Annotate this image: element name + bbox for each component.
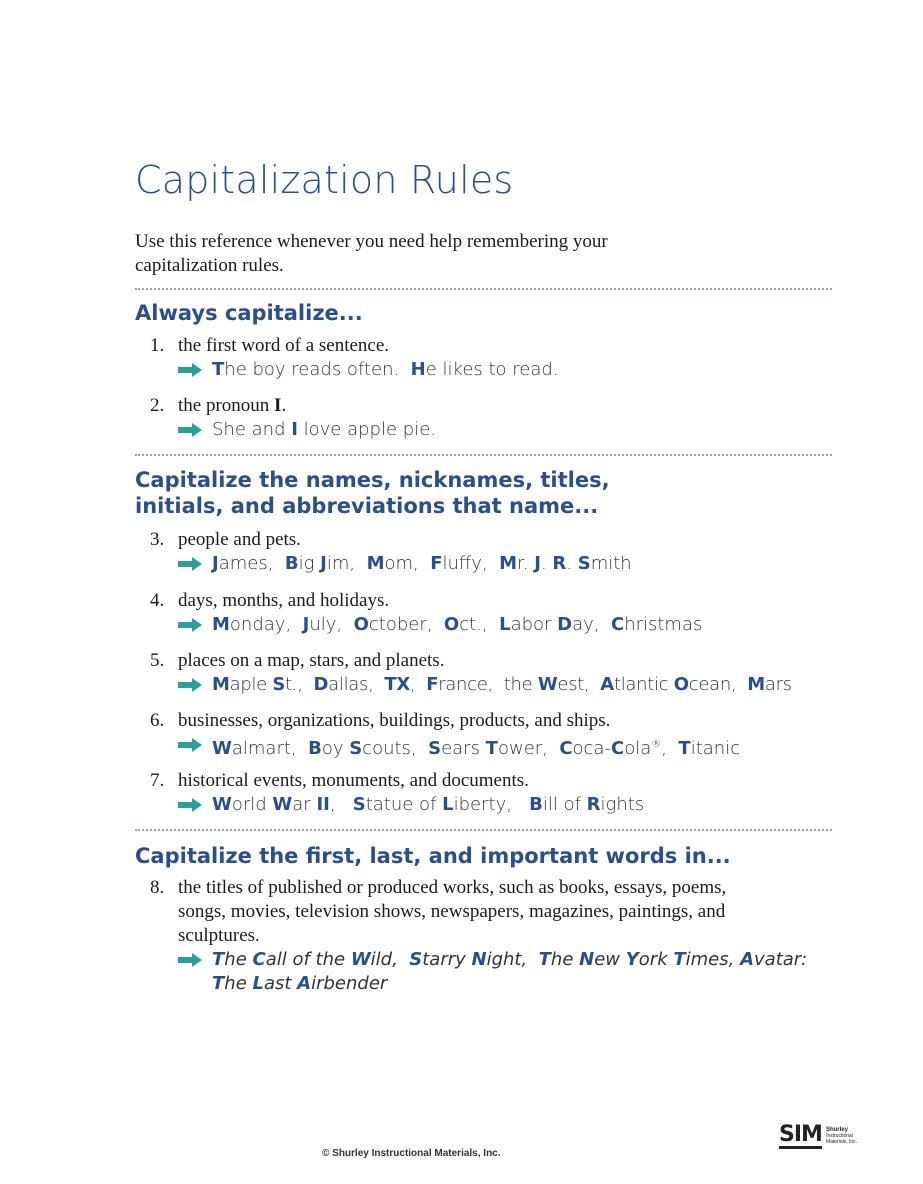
arrow-right-icon bbox=[178, 673, 212, 692]
logo-mark: SIM bbox=[779, 1121, 822, 1147]
rule-text: historical events, monuments, and documents. bbox=[178, 770, 529, 791]
example-text: James, Big Jim, Mom, Fluffy, Mr. J. R. Smith bbox=[212, 553, 632, 574]
example-text: Walmart, Boy Scouts, Sears Tower, Coca-Cola®, Titanic bbox=[212, 738, 741, 759]
rule-number: 3. bbox=[150, 529, 165, 550]
page-title: Capitalization Rules bbox=[135, 158, 514, 202]
rule-example bbox=[178, 358, 850, 382]
rule-item bbox=[150, 334, 850, 382]
section-heading: Always capitalize... bbox=[135, 301, 363, 325]
rule-item bbox=[150, 876, 850, 996]
rule-text: the titles of published or produced works, such as books, essays, poems, songs, movies, television shows, newspapers, magazines, paintings, and sculptures. bbox=[178, 877, 727, 946]
section-heading: Capitalize the first, last, and important words in... bbox=[135, 844, 731, 868]
rule-number: 2. bbox=[150, 395, 165, 416]
rule-number: 8. bbox=[150, 877, 165, 898]
rule-item bbox=[150, 394, 850, 442]
example-text: The Call of the Wild, Starry Night, The New York Times, Avatar: The Last Airbender bbox=[212, 949, 813, 994]
rule-item bbox=[150, 709, 850, 761]
intro-text: Use this reference whenever you need help remembering your capitalization rules. bbox=[135, 231, 608, 276]
rule-example bbox=[178, 552, 850, 576]
example-text: The boy reads often. He likes to read. bbox=[212, 359, 559, 380]
arrow-right-icon bbox=[178, 793, 212, 812]
divider bbox=[135, 288, 832, 290]
rule-number: 4. bbox=[150, 590, 165, 611]
rule-text: days, months, and holidays. bbox=[178, 590, 390, 611]
rule-number: 5. bbox=[150, 650, 165, 671]
rule-example bbox=[178, 418, 850, 442]
rule-example bbox=[178, 673, 850, 697]
example-text: Monday, July, October, Oct., Labor Day, Christmas bbox=[212, 614, 703, 635]
example-text: World War II, Statue of Liberty, Bill of Rights bbox=[212, 794, 645, 815]
rule-text: the pronoun I. bbox=[178, 395, 287, 416]
logo-text: Shurley Instructional Materials, Inc. bbox=[825, 1127, 858, 1145]
rule-item bbox=[150, 769, 850, 817]
rule-example bbox=[178, 948, 850, 996]
rule-text: the first word of a sentence. bbox=[178, 335, 390, 356]
arrow-right-icon bbox=[178, 733, 212, 752]
copyright-footer: © Shurley Instructional Materials, Inc. bbox=[322, 1148, 501, 1159]
arrow-right-icon bbox=[178, 552, 212, 571]
rule-text: people and pets. bbox=[178, 529, 301, 550]
divider bbox=[135, 454, 832, 456]
arrow-right-icon bbox=[178, 358, 212, 377]
publisher-logo bbox=[779, 1120, 874, 1152]
rule-item bbox=[150, 589, 850, 637]
example-text: She and I love apple pie. bbox=[212, 419, 437, 440]
rule-item bbox=[150, 528, 850, 576]
example-text: Maple St., Dallas, TX, France, the West, Atlantic Ocean, Mars bbox=[212, 674, 792, 695]
rule-number: 1. bbox=[150, 335, 165, 356]
rule-example bbox=[178, 733, 850, 761]
rule-number: 6. bbox=[150, 710, 165, 731]
rule-number: 7. bbox=[150, 770, 165, 791]
rule-item bbox=[150, 649, 850, 697]
divider bbox=[135, 829, 832, 831]
arrow-right-icon bbox=[178, 613, 212, 632]
rule-text: businesses, organizations, buildings, products, and ships. bbox=[178, 710, 611, 731]
rule-example bbox=[178, 613, 850, 637]
arrow-right-icon bbox=[178, 418, 212, 437]
rule-example bbox=[178, 793, 850, 817]
arrow-right-icon bbox=[178, 948, 212, 967]
rule-text: places on a map, stars, and planets. bbox=[178, 650, 445, 671]
section-heading: Capitalize the names, nicknames, titles, initials, and abbreviations that name... bbox=[135, 468, 610, 518]
